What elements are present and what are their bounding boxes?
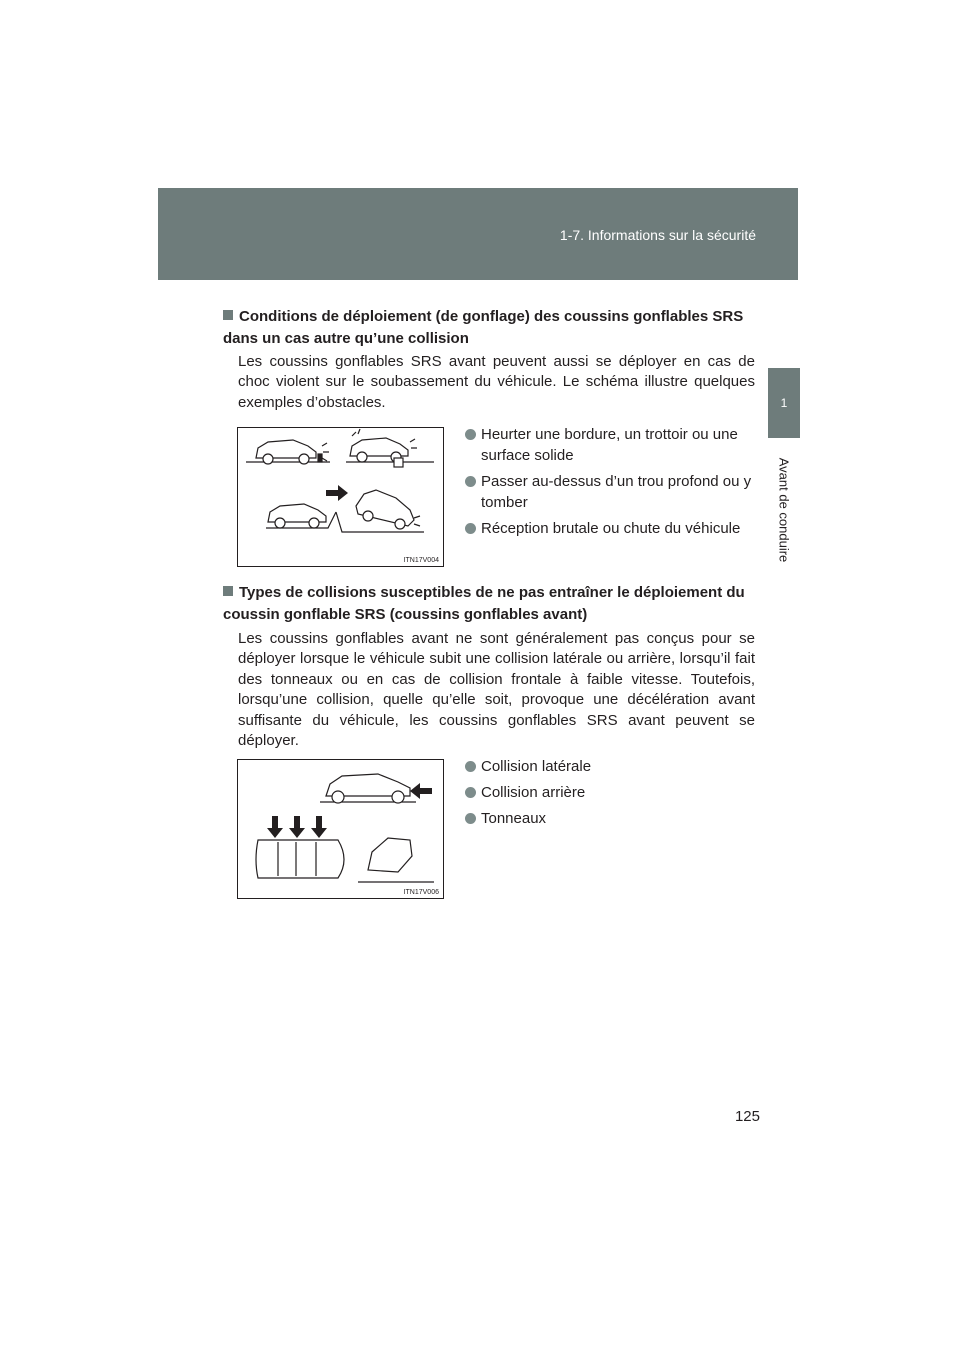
section2-title	[223, 582, 755, 626]
section2-bullet-list	[465, 756, 757, 834]
list-item-text: Collision arrière	[481, 784, 586, 801]
chapter-tab-label-text: Avant de conduire	[776, 457, 792, 563]
list-item-text: Tonneaux	[481, 810, 547, 827]
bullet-icon	[465, 523, 476, 534]
list-item	[465, 808, 757, 829]
header-bar	[158, 188, 798, 280]
figure-obstacles	[237, 427, 444, 567]
arrow-down-icon	[267, 816, 283, 838]
list-item-text: Passer au-dessus d’un trou profond ou y tomber	[481, 473, 752, 511]
bullet-icon	[465, 787, 476, 798]
square-bullet-icon	[223, 310, 233, 320]
car-icon	[356, 490, 414, 526]
figure-code: ITN17V004	[403, 557, 439, 564]
figure-code: ITN17V006	[403, 889, 439, 896]
section1-title	[223, 306, 755, 350]
bullet-icon	[465, 476, 476, 487]
list-item	[465, 471, 757, 513]
bullet-icon	[465, 429, 476, 440]
arrow-right-icon	[326, 485, 348, 501]
arrow-down-icon	[311, 816, 327, 838]
list-item-text: Heurter une bordure, un trottoir ou une surface solide	[481, 426, 738, 464]
bullet-icon	[465, 813, 476, 824]
arrow-down-icon	[289, 816, 305, 838]
list-item	[465, 782, 757, 803]
list-item-text: Réception brutale ou chute du véhicule	[481, 520, 741, 537]
list-item	[465, 756, 757, 777]
square-bullet-icon	[223, 586, 233, 596]
chapter-tab-label	[770, 450, 798, 570]
page-number: 125	[734, 1108, 760, 1125]
section-heading: 1-7. Informations sur la sécurité	[559, 227, 756, 243]
section1-bullet-list	[465, 424, 757, 544]
obstacles-illustration	[238, 428, 443, 566]
bullet-icon	[465, 761, 476, 772]
arrow-left-icon	[410, 783, 432, 799]
list-item	[465, 518, 757, 539]
section2-body: Les coussins gonflables avant ne sont généralement pas conçus pour se déployer lorsque le véhicule subit une collision latérale ou arrière, lorsqu’il fait des tonneaux ou en cas de collision frontale à faible vitesse. Toutefois, lorsqu’une collision, quelle qu’elle soit, provoque une décélération avant suffisante du véhicule, les coussins gonflables SRS avant peuvent se déployer.	[238, 630, 755, 750]
car-top-view-icon	[256, 840, 344, 878]
figure-collisions	[237, 759, 444, 899]
list-item	[465, 424, 757, 466]
section2-title-text: Types de collisions susceptibles de ne pas entraîner le déploiement du coussin gonflable SRS (coussins gonflables avant)	[223, 584, 745, 623]
section1-title-text: Conditions de déploiement (de gonflage) des coussins gonflables SRS dans un cas autre qu’une collision	[223, 308, 744, 347]
collisions-illustration	[238, 760, 443, 898]
list-item-text: Collision latérale	[481, 758, 592, 775]
section1-body: Les coussins gonflables SRS avant peuvent aussi se déployer en cas de choc violent sur le soubassement du véhicule. Le schéma illustre quelques exemples d’obstacles.	[238, 353, 755, 411]
car-rollover-icon	[368, 838, 412, 872]
chapter-tab-number: 1	[768, 368, 800, 438]
